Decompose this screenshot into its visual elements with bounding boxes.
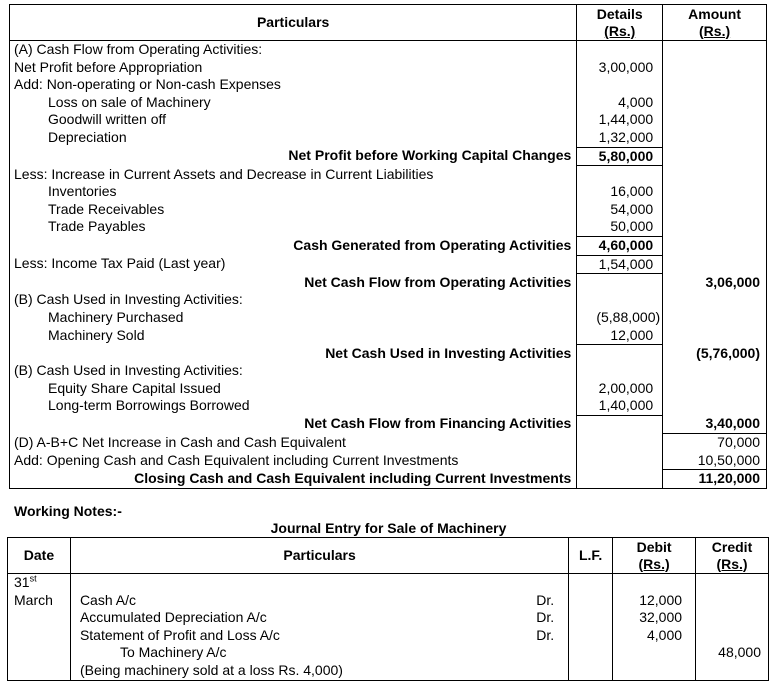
row-particulars: (B) Cash Used in Investing Activities:: [10, 291, 577, 309]
row-details: [577, 452, 663, 470]
table-row: [10, 255, 767, 274]
row-amount: (5,76,000): [663, 345, 767, 363]
table-row: [8, 627, 769, 645]
row-amount: [663, 111, 767, 129]
row-details: [577, 434, 663, 452]
row-particulars: Cash Generated from Operating Activities: [10, 237, 577, 256]
row-particulars: Depreciation: [10, 129, 577, 147]
table-row: [8, 609, 769, 627]
row-amount: [663, 59, 767, 77]
row-amount: [663, 309, 767, 327]
row-particulars: Closing Cash and Cash Equivalent including Current Investments: [10, 470, 577, 489]
row-amount: [663, 380, 767, 398]
table-row: [10, 309, 767, 327]
row-amount: 11,20,000: [663, 470, 767, 489]
table-row: [10, 41, 767, 59]
row-particulars: Equity Share Capital Issued: [10, 380, 577, 398]
entry-particulars: To Machinery A/c: [70, 644, 568, 662]
row-particulars: Inventories: [10, 183, 577, 201]
entry-particulars: Statement of Profit and Loss A/c Dr.: [70, 627, 568, 645]
entry-particulars: Cash A/c Dr.: [70, 592, 568, 610]
table-row: [8, 592, 769, 610]
row-particulars: Net Cash Used in Investing Activities: [10, 345, 577, 363]
entry-debit: [613, 644, 696, 662]
row-particulars: Less: Increase in Current Assets and Decrease in Current Liabilities: [10, 166, 577, 184]
row-particulars: Loss on sale of Machinery: [10, 94, 577, 112]
row-details: [577, 291, 663, 309]
row-details: 1,40,000: [577, 397, 663, 415]
row-details: 5,80,000: [577, 147, 663, 166]
row-details: 54,000: [577, 201, 663, 219]
row-details: 16,000: [577, 183, 663, 201]
entry-credit: [696, 609, 769, 627]
entry-particulars: Accumulated Depreciation A/c Dr.: [70, 609, 568, 627]
row-particulars: (B) Cash Used in Investing Activities:: [10, 362, 577, 380]
header-particulars: Particulars: [70, 538, 568, 574]
row-details: 3,00,000: [577, 59, 663, 77]
table-row: [10, 237, 767, 256]
entry-debit: 32,000: [613, 609, 696, 627]
row-details: 4,000: [577, 94, 663, 112]
table-row: [10, 345, 767, 363]
row-amount: [663, 166, 767, 184]
row-details: [577, 274, 663, 292]
table-row: [10, 291, 767, 309]
row-amount: [663, 129, 767, 147]
row-details: [577, 470, 663, 489]
table-row: [10, 94, 767, 112]
row-amount: [663, 362, 767, 380]
entry-credit: 48,000: [696, 644, 769, 662]
header-credit: Credit (Rs.): [696, 538, 769, 574]
table-row: [10, 470, 767, 489]
table-row: [10, 218, 767, 236]
row-amount: 3,06,000: [663, 274, 767, 292]
row-details: 1,44,000: [577, 111, 663, 129]
row-particulars: Goodwill written off: [10, 111, 577, 129]
row-particulars: Machinery Purchased: [10, 309, 577, 327]
row-details: 2,00,000: [577, 380, 663, 398]
row-details: 12,000: [577, 327, 663, 345]
row-details: [577, 166, 663, 184]
row-amount: [663, 201, 767, 219]
table-row: [10, 397, 767, 415]
row-amount: [663, 183, 767, 201]
header-details: Details (Rs.): [577, 5, 663, 41]
row-amount: 10,50,000: [663, 452, 767, 470]
row-details: (5,88,000): [577, 309, 663, 327]
entry-date-day: 31st: [8, 574, 71, 592]
row-details: 50,000: [577, 218, 663, 236]
row-particulars: Net Cash Flow from Financing Activities: [10, 415, 577, 433]
row-amount: 70,000: [663, 434, 767, 452]
entry-narration: (Being machinery sold at a loss Rs. 4,000): [70, 662, 568, 680]
row-details: [577, 362, 663, 380]
row-details: [577, 41, 663, 59]
table-row: [8, 574, 769, 592]
row-details: 4,60,000: [577, 237, 663, 256]
row-particulars: Trade Receivables: [10, 201, 577, 219]
row-amount: [663, 41, 767, 59]
row-amount: [663, 147, 767, 166]
entry-credit: [696, 592, 769, 610]
header-date: Date: [8, 538, 71, 574]
table-row: [10, 327, 767, 345]
table-row: [8, 644, 769, 662]
entry-credit: [696, 627, 769, 645]
table-row: [10, 166, 767, 184]
table-row: [10, 201, 767, 219]
working-notes-title: Working Notes:-: [14, 503, 122, 519]
header-amount: Amount (Rs.): [663, 5, 767, 41]
journal-header-row: [8, 538, 769, 574]
row-amount: [663, 237, 767, 256]
table-row: [8, 662, 769, 680]
row-amount: [663, 76, 767, 94]
row-particulars: Net Cash Flow from Operating Activities: [10, 274, 577, 292]
row-details: 1,54,000: [577, 255, 663, 274]
table-row: [10, 59, 767, 77]
header-particulars: Particulars: [10, 5, 577, 41]
row-amount: [663, 94, 767, 112]
header-debit: Debit (Rs.): [613, 538, 696, 574]
row-details: [577, 415, 663, 433]
table-row: [10, 434, 767, 452]
entry-credit: [696, 662, 769, 680]
entry-date-month: March: [8, 592, 71, 610]
row-particulars: Add: Opening Cash and Cash Equivalent including Current Investments: [10, 452, 577, 470]
table-row: [10, 274, 767, 292]
table-row: [10, 147, 767, 166]
table-row: [10, 129, 767, 147]
row-details: [577, 345, 663, 363]
row-particulars: Less: Income Tax Paid (Last year): [10, 255, 577, 274]
row-details: [577, 76, 663, 94]
row-details: 1,32,000: [577, 129, 663, 147]
table-row: [10, 183, 767, 201]
table-row: [10, 380, 767, 398]
row-amount: [663, 291, 767, 309]
table-row: [10, 415, 767, 433]
row-amount: [663, 255, 767, 274]
journal-entry-table: [7, 537, 769, 681]
row-amount: [663, 327, 767, 345]
cash-flow-table: [9, 4, 767, 489]
row-particulars: Net Profit before Working Capital Changes: [10, 147, 577, 166]
row-particulars: Add: Non-operating or Non-cash Expenses: [10, 76, 577, 94]
row-particulars: Machinery Sold: [10, 327, 577, 345]
entry-debit: 12,000: [613, 592, 696, 610]
row-amount: 3,40,000: [663, 415, 767, 433]
header-lf: L.F.: [569, 538, 613, 574]
row-particulars: (A) Cash Flow from Operating Activities:: [10, 41, 577, 59]
journal-entry-title: Journal Entry for Sale of Machinery: [270, 520, 507, 536]
row-particulars: (D) A-B+C Net Increase in Cash and Cash Equivalent: [10, 434, 577, 452]
row-particulars: Net Profit before Appropriation: [10, 59, 577, 77]
cash-flow-header-row: [10, 5, 767, 41]
row-amount: [663, 218, 767, 236]
entry-debit: [613, 662, 696, 680]
row-particulars: Trade Payables: [10, 218, 577, 236]
entry-debit: 4,000: [613, 627, 696, 645]
table-row: [10, 111, 767, 129]
table-row: [10, 452, 767, 470]
row-particulars: Long-term Borrowings Borrowed: [10, 397, 577, 415]
table-row: [10, 362, 767, 380]
row-amount: [663, 397, 767, 415]
table-row: [10, 76, 767, 94]
